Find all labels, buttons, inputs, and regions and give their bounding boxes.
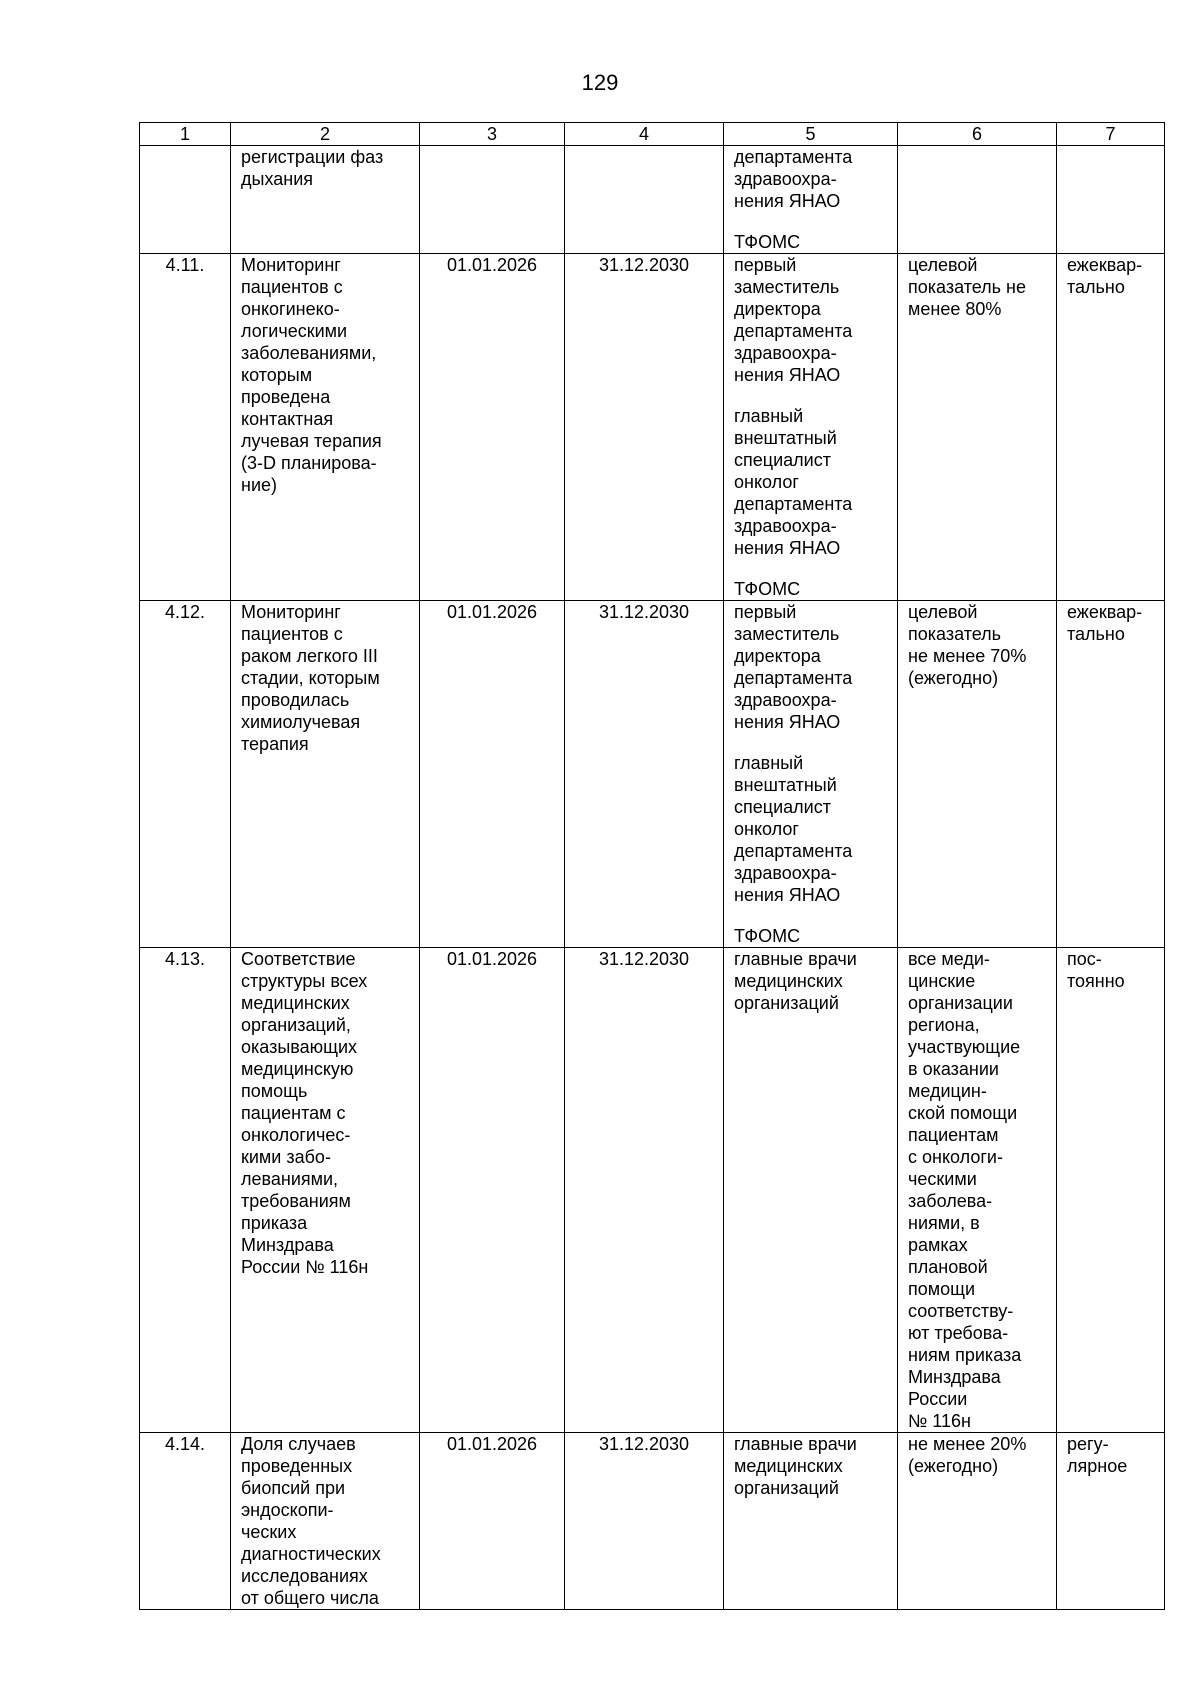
cell-line: не менее 70% xyxy=(908,646,1027,666)
cell-line: все меди- xyxy=(908,949,990,969)
end-date: 31.12.2030 xyxy=(565,254,724,601)
cell-line: медицинских xyxy=(734,1456,843,1476)
cell-line: Мониторинг xyxy=(241,255,341,275)
cell-line: ской помощи xyxy=(908,1103,1018,1123)
cell-line: организаций xyxy=(734,1478,839,1498)
cell-line: ческими xyxy=(908,1169,977,1189)
cell-line: ежеквар- xyxy=(1067,255,1143,275)
cell-line: проведенных xyxy=(241,1456,353,1476)
responsible-persons xyxy=(724,948,898,1433)
measure-description xyxy=(231,1433,420,1610)
target-indicator xyxy=(898,601,1057,948)
cell-line: биопсий при xyxy=(241,1478,346,1498)
cell-line: онколог xyxy=(734,819,799,839)
item-number: 4.13. xyxy=(140,948,231,1433)
cell-line: менее 80% xyxy=(908,299,1002,319)
cell-line: (3-D планирова- xyxy=(241,453,377,473)
cell-line: рамках xyxy=(908,1235,968,1255)
cell-line: логическими xyxy=(241,321,348,341)
cell-line: организаций, xyxy=(241,1015,351,1035)
cell-line: требованиям xyxy=(241,1191,351,1211)
responsible-persons xyxy=(724,601,898,948)
start-date xyxy=(420,146,565,254)
cell-line: ют требова- xyxy=(908,1323,1009,1343)
cell-line: терапия xyxy=(241,734,309,754)
cell-line: ТФОМС xyxy=(734,579,801,599)
end-date: 31.12.2030 xyxy=(565,601,724,948)
cell-line: целевой xyxy=(908,602,978,622)
cell-line: тально xyxy=(1067,277,1125,297)
cell-line: департамента xyxy=(734,147,853,167)
cell-line: Доля случаев xyxy=(241,1434,356,1454)
cell-line: дыхания xyxy=(241,169,313,189)
cell-line: департамента xyxy=(734,668,853,688)
cell-line: цинские xyxy=(908,971,976,991)
cell-line: проведена xyxy=(241,387,331,407)
cell-line: которым xyxy=(241,365,313,385)
cell-line: помощь xyxy=(241,1081,308,1101)
cell-line: здравоохра- xyxy=(734,516,837,536)
cell-line: регу- xyxy=(1067,1434,1109,1454)
cell-line: (ежегодно) xyxy=(908,668,999,688)
responsible-persons xyxy=(724,1433,898,1610)
cell-line: диагностических xyxy=(241,1544,381,1564)
cell-line: Мониторинг xyxy=(241,602,341,622)
cell-line: Минздрава xyxy=(241,1235,334,1255)
paragraph-gap xyxy=(734,559,887,578)
column-header: 5 xyxy=(724,123,898,146)
periodicity xyxy=(1057,601,1165,948)
cell-line: лярное xyxy=(1067,1456,1128,1476)
cell-line: эндоскопи- xyxy=(241,1500,334,1520)
cell-line: медицин- xyxy=(908,1081,987,1101)
start-date: 01.01.2026 xyxy=(420,601,565,948)
paragraph-gap xyxy=(734,212,887,231)
cell-line: пациентам xyxy=(908,1125,999,1145)
cell-line: кими забо- xyxy=(241,1147,331,1167)
cell-line: первый xyxy=(734,255,797,275)
cell-line: показатель не xyxy=(908,277,1026,297)
responsible-persons xyxy=(724,254,898,601)
paragraph-gap xyxy=(734,906,887,925)
cell-line: внештатный xyxy=(734,428,837,448)
periodicity xyxy=(1057,948,1165,1433)
cell-line: Соответствие xyxy=(241,949,356,969)
table-row xyxy=(140,948,1165,1433)
cell-line: контактная xyxy=(241,409,334,429)
cell-line: директора xyxy=(734,646,821,666)
cell-line: директора xyxy=(734,299,821,319)
end-date: 31.12.2030 xyxy=(565,948,724,1433)
cell-line: ТФОМС xyxy=(734,232,801,252)
cell-line: пациентам с xyxy=(241,1103,346,1123)
cell-line: заболева- xyxy=(908,1191,993,1211)
cell-line: специалист xyxy=(734,797,831,817)
cell-line: с онкологи- xyxy=(908,1147,1003,1167)
item-number: 4.11. xyxy=(140,254,231,601)
cell-line: России № 116н xyxy=(241,1257,369,1277)
start-date: 01.01.2026 xyxy=(420,254,565,601)
cell-line: ниям приказа xyxy=(908,1345,1022,1365)
cell-line: онкогинеко- xyxy=(241,299,340,319)
cell-line: ТФОМС xyxy=(734,926,801,946)
cell-line: специалист xyxy=(734,450,831,470)
cell-line: главные врачи xyxy=(734,949,857,969)
cell-line: ческих xyxy=(241,1522,297,1542)
cell-line: тоянно xyxy=(1067,971,1125,991)
cell-line: леваниями, xyxy=(241,1169,339,1189)
cell-line: нения ЯНАО xyxy=(734,191,841,211)
cell-line: плановой xyxy=(908,1257,988,1277)
cell-line: онколог xyxy=(734,472,799,492)
start-date: 01.01.2026 xyxy=(420,1433,565,1610)
column-header: 4 xyxy=(565,123,724,146)
cell-line: здравоохра- xyxy=(734,863,837,883)
cell-line: Минздрава xyxy=(908,1367,1001,1387)
table-row xyxy=(140,254,1165,601)
column-header: 3 xyxy=(420,123,565,146)
cell-line: нения ЯНАО xyxy=(734,712,841,732)
cell-line: № 116н xyxy=(908,1411,971,1431)
cell-line: департамента xyxy=(734,321,853,341)
column-header: 7 xyxy=(1057,123,1165,146)
cell-line: проводилась xyxy=(241,690,350,710)
measure-description xyxy=(231,254,420,601)
end-date: 31.12.2030 xyxy=(565,1433,724,1610)
measure-description xyxy=(231,601,420,948)
cell-line: лучевая терапия xyxy=(241,431,382,451)
cell-line: ниями, в xyxy=(908,1213,980,1233)
cell-line: помощи xyxy=(908,1279,976,1299)
column-header: 2 xyxy=(231,123,420,146)
cell-line: (ежегодно) xyxy=(908,1456,999,1476)
cell-line: структуры всех xyxy=(241,971,368,991)
cell-line: медицинскую xyxy=(241,1059,354,1079)
table-row xyxy=(140,601,1165,948)
measure-description xyxy=(231,948,420,1433)
paragraph-gap xyxy=(734,386,887,405)
cell-line: тально xyxy=(1067,624,1125,644)
item-number xyxy=(140,146,231,254)
cell-line: от общего числа xyxy=(241,1588,379,1608)
cell-line: онкологичес- xyxy=(241,1125,351,1145)
cell-line: нения ЯНАО xyxy=(734,885,841,905)
cell-line: нения ЯНАО xyxy=(734,538,841,558)
cell-line: исследованиях xyxy=(241,1566,368,1586)
cell-line: департамента xyxy=(734,841,853,861)
paragraph-gap xyxy=(734,733,887,752)
cell-line: России xyxy=(908,1389,968,1409)
cell-line: департамента xyxy=(734,494,853,514)
cell-line: не менее 20% xyxy=(908,1434,1027,1454)
cell-line: в оказании xyxy=(908,1059,999,1079)
cell-line: медицинских xyxy=(241,993,350,1013)
cell-line: раком легкого III xyxy=(241,646,378,666)
cell-line: соответству- xyxy=(908,1301,1014,1321)
target-indicator xyxy=(898,1433,1057,1610)
cell-line: ние) xyxy=(241,475,277,495)
target-indicator xyxy=(898,254,1057,601)
target-indicator xyxy=(898,948,1057,1433)
cell-line: пациентов с xyxy=(241,277,343,297)
cell-line: приказа xyxy=(241,1213,308,1233)
table-row xyxy=(140,146,1165,254)
table-row xyxy=(140,1433,1165,1610)
cell-line: показатель xyxy=(908,624,1002,644)
column-header: 6 xyxy=(898,123,1057,146)
page-number: 129 xyxy=(581,70,619,95)
cell-line: главный xyxy=(734,406,804,426)
cell-line: заместитель xyxy=(734,277,840,297)
cell-line: организации xyxy=(908,993,1013,1013)
target-indicator xyxy=(898,146,1057,254)
item-number: 4.12. xyxy=(140,601,231,948)
cell-line: здравоохра- xyxy=(734,169,837,189)
cell-line: стадии, которым xyxy=(241,668,380,688)
item-number: 4.14. xyxy=(140,1433,231,1610)
start-date: 01.01.2026 xyxy=(420,948,565,1433)
cell-line: главные врачи xyxy=(734,1434,857,1454)
cell-line: внештатный xyxy=(734,775,837,795)
cell-line: химиолучевая xyxy=(241,712,361,732)
cell-line: пациентов с xyxy=(241,624,343,644)
measure-description xyxy=(231,146,420,254)
cell-line: здравоохра- xyxy=(734,343,837,363)
cell-line: здравоохра- xyxy=(734,690,837,710)
cell-line: медицинских xyxy=(734,971,843,991)
cell-line: нения ЯНАО xyxy=(734,365,841,385)
cell-line: пос- xyxy=(1067,949,1102,969)
periodicity xyxy=(1057,1433,1165,1610)
periodicity xyxy=(1057,146,1165,254)
end-date xyxy=(565,146,724,254)
cell-line: участвующие xyxy=(908,1037,1021,1057)
header-row xyxy=(140,123,1165,146)
cell-line: заболеваниями, xyxy=(241,343,377,363)
cell-line: регистрации фаз xyxy=(241,147,384,167)
cell-line: целевой xyxy=(908,255,978,275)
cell-line: организаций xyxy=(734,993,839,1013)
cell-line: оказывающих xyxy=(241,1037,358,1057)
cell-line: первый xyxy=(734,602,797,622)
plan-table xyxy=(139,122,1165,1610)
cell-line: региона, xyxy=(908,1015,980,1035)
periodicity xyxy=(1057,254,1165,601)
cell-line: главный xyxy=(734,753,804,773)
cell-line: ежеквар- xyxy=(1067,602,1143,622)
cell-line: заместитель xyxy=(734,624,840,644)
column-header: 1 xyxy=(140,123,231,146)
responsible-persons xyxy=(724,146,898,254)
